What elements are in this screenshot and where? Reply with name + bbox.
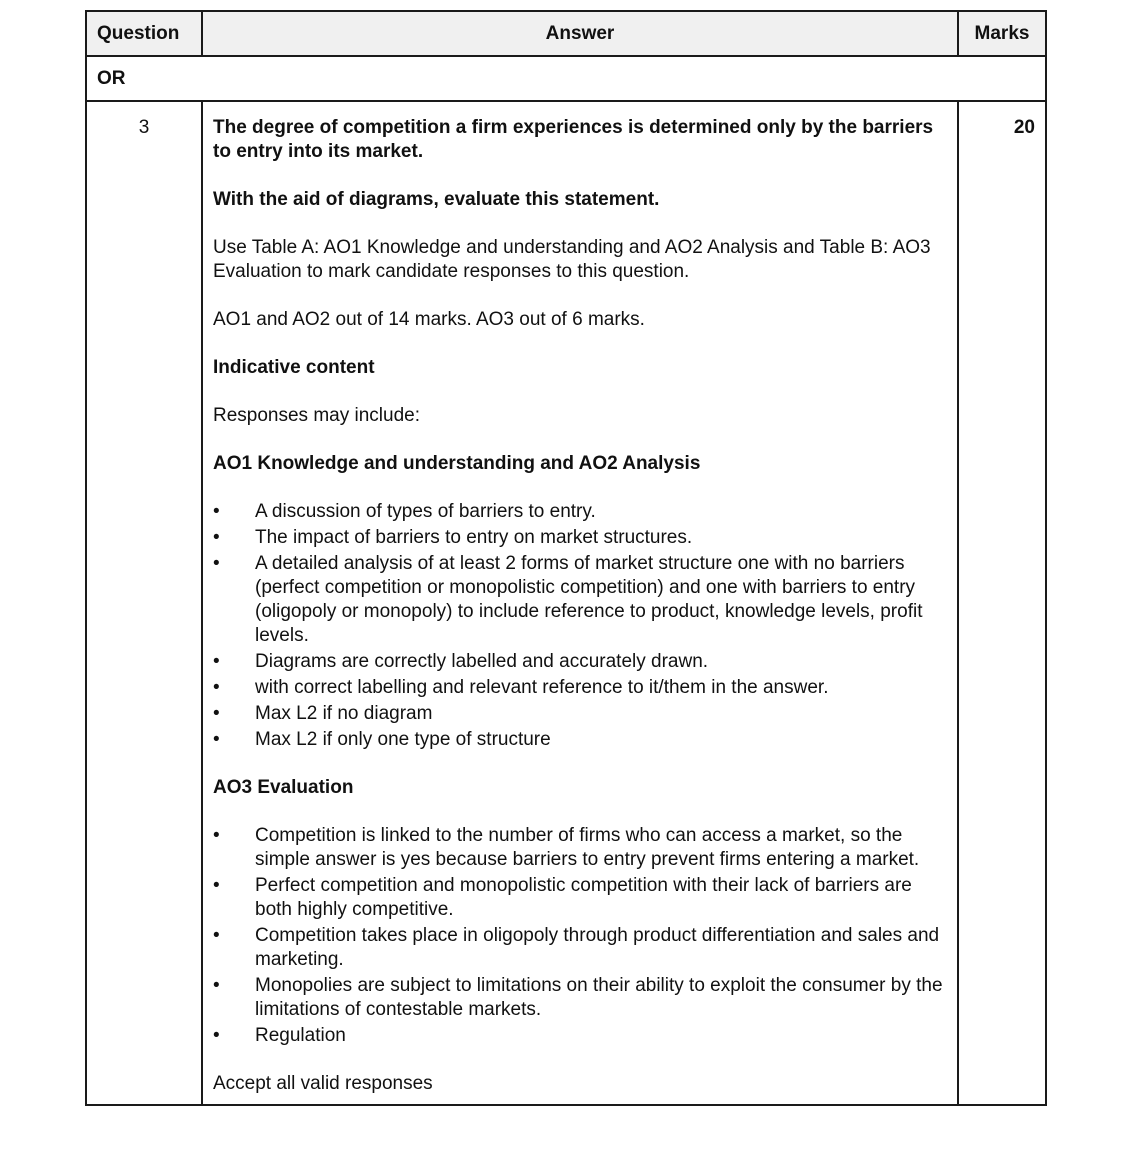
header-answer: Answer — [202, 11, 958, 56]
bullet-icon: • — [213, 553, 220, 574]
indicative-heading: Indicative content — [213, 357, 375, 378]
list-item-text: Regulation — [255, 1025, 346, 1046]
list-item-text: Monopolies are subject to limitations on their ability to exploit the consumer by the limitations of contestable markets. — [255, 975, 943, 1020]
list-item — [213, 728, 947, 752]
or-label: OR — [86, 56, 1046, 101]
list-item-text: Max L2 if no diagram — [255, 703, 433, 724]
bullet-icon: • — [213, 703, 220, 724]
list-item-text: Diagrams are correctly labelled and accurately drawn. — [255, 651, 709, 672]
mark-scheme-table — [85, 10, 1047, 1106]
responses-intro: Responses may include: — [213, 405, 420, 426]
bullet-icon: • — [213, 501, 220, 522]
ao3-heading: AO3 Evaluation — [213, 777, 354, 798]
question-instruction: With the aid of diagrams, evaluate this statement. — [213, 189, 660, 210]
bullet-icon: • — [213, 875, 220, 896]
list-item — [213, 650, 947, 674]
ao3-list — [213, 824, 947, 1048]
tables-note: Use Table A: AO1 Knowledge and understanding and AO2 Analysis and Table B: AO3 Evaluation to mark candidate responses to this question. — [213, 237, 931, 282]
bullet-icon: • — [213, 677, 220, 698]
list-item — [213, 924, 947, 972]
header-marks: Marks — [958, 11, 1046, 56]
list-item-text: The impact of barriers to entry on market structures. — [255, 527, 693, 548]
list-item — [213, 1024, 947, 1048]
ao1-list — [213, 500, 947, 752]
bullet-icon: • — [213, 825, 220, 846]
bullet-icon: • — [213, 729, 220, 750]
bullet-icon: • — [213, 975, 220, 996]
list-item — [213, 824, 947, 872]
marks-value: 20 — [958, 101, 1046, 1105]
question-row — [86, 101, 1046, 1105]
bullet-icon: • — [213, 925, 220, 946]
bullet-icon: • — [213, 527, 220, 548]
list-item — [213, 552, 947, 648]
list-item-text: with correct labelling and relevant reference to it/them in the answer. — [255, 677, 829, 698]
or-row — [86, 56, 1046, 101]
list-item — [213, 500, 947, 524]
question-statement: The degree of competition a firm experiences is determined only by the barriers to entry into its market. — [213, 117, 934, 162]
list-item-text: A discussion of types of barriers to entry. — [255, 501, 596, 522]
list-item-text: Competition takes place in oligopoly through product differentiation and sales and marketing. — [255, 925, 940, 970]
bullet-icon: • — [213, 651, 220, 672]
answer-cell — [202, 101, 958, 1105]
closing-note: Accept all valid responses — [213, 1073, 433, 1094]
list-item — [213, 526, 947, 550]
list-item — [213, 702, 947, 726]
ao1-heading: AO1 Knowledge and understanding and AO2 Analysis — [213, 453, 701, 474]
question-number: 3 — [86, 101, 202, 1105]
list-item — [213, 874, 947, 922]
list-item-text: A detailed analysis of at least 2 forms of market structure one with no barriers (perfect competition or monopolistic competition) and one with barriers to entry (oligopoly or monopoly) to include reference to product, knowledge levels, profit levels. — [255, 553, 923, 646]
list-item-text: Max L2 if only one type of structure — [255, 729, 551, 750]
list-item — [213, 676, 947, 700]
list-item-text: Perfect competition and monopolistic competition with their lack of barriers are both highly competitive. — [255, 875, 912, 920]
header-question: Question — [86, 11, 202, 56]
bullet-icon: • — [213, 1025, 220, 1046]
header-row — [86, 11, 1046, 56]
list-item — [213, 974, 947, 1022]
marks-split: AO1 and AO2 out of 14 marks. AO3 out of 6 marks. — [213, 309, 645, 330]
list-item-text: Competition is linked to the number of firms who can access a market, so the simple answer is yes because barriers to entry prevent firms entering a market. — [255, 825, 920, 870]
